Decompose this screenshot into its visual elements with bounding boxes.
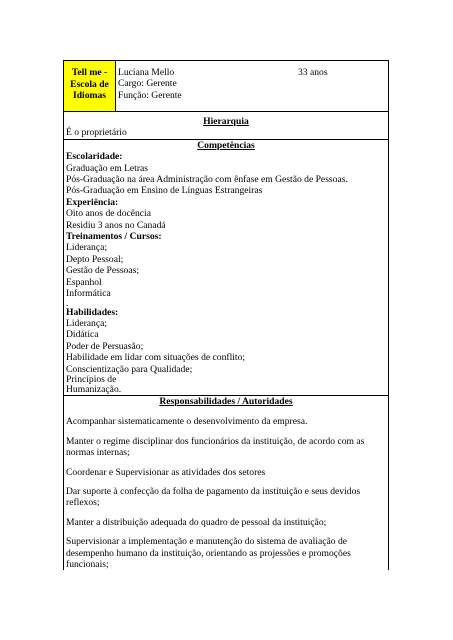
employee-funcao: Função: Gerente bbox=[118, 89, 182, 101]
experience-item: Residiu 3 anos no Canadá bbox=[66, 219, 166, 231]
hierarchy-section bbox=[64, 112, 389, 140]
responsibilities-section bbox=[64, 395, 389, 570]
training-item: Espanhol bbox=[66, 276, 102, 288]
competencies-section bbox=[64, 139, 389, 395]
education-item: Graduação em Letras bbox=[66, 162, 149, 174]
responsibility-item: Supervisionar a implementação e manutenção do sistema de avaliação de desempenho humano da instituição, orientando as projessões e promoções funcionais; bbox=[66, 536, 351, 570]
skill-item: Didática bbox=[66, 329, 99, 341]
skill-item: Liderança; bbox=[66, 317, 108, 329]
skill-item: Habilidade em lidar com situações de conflito; bbox=[66, 352, 246, 364]
training-label: Treinamentos / Cursos: bbox=[66, 231, 162, 243]
skills-label: Habilidades: bbox=[66, 306, 119, 318]
competencies-title: Competências bbox=[197, 139, 255, 151]
responsibility-item: Dar suporte à confecção da folha de pagamento da instituição e seus devidos reflexos; bbox=[66, 485, 361, 509]
hierarchy-title: Hierarquia bbox=[203, 116, 249, 127]
employee-info-cell bbox=[116, 61, 389, 112]
education-item: Pós-Graduação em Ensino de Línguas Estrangeiras bbox=[66, 185, 263, 197]
skill-item: Humanização. bbox=[66, 383, 122, 395]
company-logo-cell bbox=[64, 61, 116, 112]
job-profile-table bbox=[63, 60, 389, 570]
responsibility-item: Manter a distribuição adequada do quadro de pessoal da instituição; bbox=[66, 516, 327, 528]
responsibility-item: Manter o regime disciplinar dos funcionários da instituição, de acordo com as normas internas; bbox=[66, 435, 365, 459]
company-name: Tell me - Escola de Idiomas bbox=[70, 67, 109, 102]
education-item: Pós-Graduação na área Administração com ênfase em Gestão de Pessoas. bbox=[66, 174, 348, 186]
employee-age: 33 anos bbox=[298, 67, 328, 78]
employee-cargo: Cargo: Gerente bbox=[118, 78, 177, 90]
training-item: Gestão de Pessoas; bbox=[66, 265, 140, 277]
hierarchy-text: É o proprietário bbox=[66, 127, 127, 139]
education-label: Escolaridade: bbox=[66, 151, 123, 163]
skill-item: Princípios de bbox=[66, 373, 117, 385]
skill-item: Conscientização para Qualidade; bbox=[66, 363, 193, 375]
responsibility-item: Acompanhar sistematicamente o desenvolvimento da empresa. bbox=[66, 416, 308, 428]
training-item: Liderança; bbox=[66, 242, 108, 254]
responsibility-item: Coordenar e Supervisionar as atividades dos setores bbox=[66, 466, 266, 478]
training-item: . bbox=[66, 297, 69, 309]
skill-item: Poder de Persuasão; bbox=[66, 340, 144, 352]
document bbox=[63, 60, 389, 570]
employee-name: Luciana Mello bbox=[118, 67, 175, 78]
responsibilities-title: Responsabilidades / Autoridades bbox=[159, 395, 293, 407]
training-item: Depto Pessoal; bbox=[66, 253, 124, 265]
experience-label: Experiência: bbox=[66, 196, 119, 208]
training-item: Informática bbox=[66, 288, 111, 300]
experience-item: Oito anos de docência bbox=[66, 208, 151, 220]
